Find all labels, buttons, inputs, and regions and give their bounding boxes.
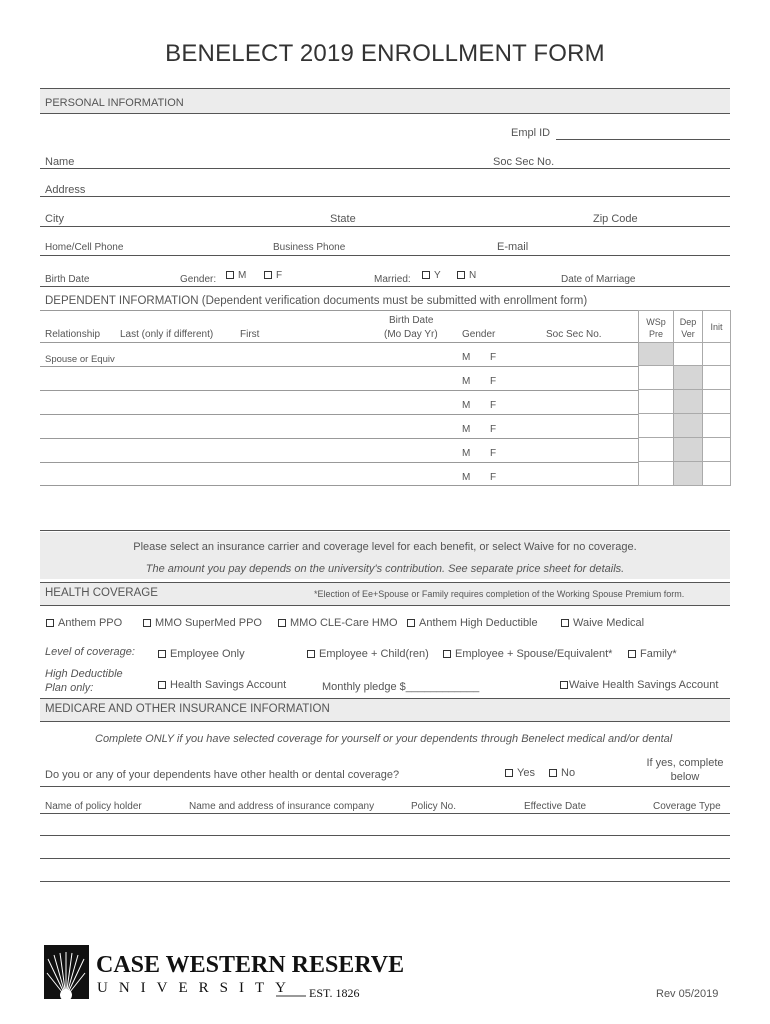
dep-cell[interactable] (673, 342, 703, 366)
wsp-cell[interactable] (638, 414, 674, 438)
gender-f-option[interactable]: F (264, 270, 282, 281)
gender-m[interactable]: M (462, 472, 471, 483)
wsp-cell[interactable] (638, 438, 674, 462)
notice-line-1: Please select an insurance carrier and coverage level for each benefit, or select Waive for no coverage. (133, 541, 637, 553)
medicare-header: MEDICARE AND OTHER INSURANCE INFORMATION (45, 703, 330, 715)
insurance-row-4[interactable] (40, 881, 730, 882)
other-coverage-yes[interactable]: Yes (505, 767, 535, 779)
gender-m[interactable]: M (462, 376, 471, 387)
logo-line-2: UNIVERSITY (97, 980, 297, 996)
gender-f[interactable]: F (490, 448, 497, 459)
col-effective-date: Effective Date (524, 801, 587, 812)
checkbox-icon[interactable] (158, 681, 166, 689)
init-cell[interactable] (702, 462, 731, 486)
col-ssn: Soc Sec No. (546, 329, 602, 340)
checkbox-icon[interactable] (443, 650, 451, 658)
level-family[interactable]: Family* (628, 648, 677, 660)
gender-m-option[interactable]: M (226, 270, 246, 281)
state-label: State (330, 213, 356, 225)
spouse-label: Spouse or Equiv (45, 354, 115, 365)
empl-id-field[interactable] (556, 139, 730, 140)
city-label: City (45, 213, 64, 225)
checkbox-icon[interactable] (226, 271, 234, 279)
col-policy-no: Policy No. (411, 801, 457, 812)
plan-mmo-cle-care[interactable]: MMO CLE-Care HMO (278, 617, 398, 629)
wsp-cell[interactable] (638, 342, 674, 366)
personal-header: PERSONAL INFORMATION (45, 97, 184, 109)
birth-row-line (40, 286, 730, 287)
name-field[interactable] (40, 168, 730, 169)
if-yes-note: If yes, complete below (646, 757, 724, 783)
checkbox-icon[interactable] (422, 271, 430, 279)
col-gender: Gender (462, 329, 496, 340)
col-birth-date: Birth Date (389, 315, 434, 326)
waive-hsa-option[interactable]: Waive Health Savings Account (560, 679, 718, 691)
checkbox-icon[interactable] (307, 650, 315, 658)
plan-waive-medical[interactable]: Waive Medical (561, 617, 644, 629)
init-cell[interactable] (702, 438, 731, 462)
dep-cell[interactable] (673, 414, 703, 438)
revision-date: Rev 05/2019 (656, 988, 719, 1000)
hd-label: High Deductible Plan only: (45, 668, 123, 694)
wsp-cell[interactable] (638, 366, 674, 390)
email-label: E-mail (497, 241, 529, 253)
gender-f[interactable]: F (490, 352, 497, 363)
plan-mmo-supermed[interactable]: MMO SuperMed PPO (143, 617, 262, 629)
checkbox-icon[interactable] (549, 769, 557, 777)
row-line (40, 438, 638, 439)
other-coverage-no[interactable]: No (549, 767, 575, 779)
row-line (40, 390, 638, 391)
col-birth-format: (Mo Day Yr) (384, 329, 438, 340)
address-label: Address (45, 184, 86, 196)
init-cell[interactable] (702, 342, 731, 366)
plan-anthem-ppo[interactable]: Anthem PPO (46, 617, 122, 629)
checkbox-icon[interactable] (561, 619, 569, 627)
gender-m[interactable]: M (462, 424, 471, 435)
gender-f[interactable]: F (490, 424, 497, 435)
checkbox-icon[interactable] (628, 650, 636, 658)
level-employee-only[interactable]: Employee Only (158, 648, 245, 660)
form-title: BENELECT 2019 ENROLLMENT FORM (165, 40, 605, 67)
dependent-header: DEPENDENT INFORMATION (Dependent verification documents must be submitted with enrollment form) (45, 295, 588, 307)
dep-cell[interactable] (673, 462, 703, 486)
name-label: Name (45, 156, 75, 168)
checkbox-icon[interactable] (143, 619, 151, 627)
ssn-label: Soc Sec No. (493, 156, 555, 168)
sun-icon (60, 989, 72, 1001)
level-employee-spouse[interactable]: Employee + Spouse/Equivalent* (443, 648, 612, 660)
empl-id-label: Empl ID (511, 127, 551, 139)
init-cell[interactable] (702, 390, 731, 414)
university-logo (44, 945, 405, 1005)
plan-anthem-hd[interactable]: Anthem High Deductible (407, 617, 538, 629)
level-label: Level of coverage: (45, 646, 135, 658)
checkbox-icon[interactable] (407, 619, 415, 627)
zip-label: Zip Code (593, 213, 638, 225)
medicare-note: Complete ONLY if you have selected coverage for yourself or your dependents through Benelect medical and/or dental (95, 733, 673, 745)
dependent-columns-line (40, 342, 638, 343)
birth-date-label: Birth Date (45, 274, 90, 285)
col-relationship: Relationship (45, 329, 101, 340)
checkbox-icon[interactable] (457, 271, 465, 279)
gender-f[interactable]: F (490, 472, 497, 483)
level-employee-children[interactable]: Employee + Child(ren) (307, 648, 429, 660)
gender-m[interactable]: M (462, 352, 471, 363)
address-field[interactable] (40, 196, 730, 197)
row-line (40, 485, 638, 486)
wsp-cell[interactable] (638, 462, 674, 486)
col-insurance-company: Name and address of insurance company (189, 801, 375, 812)
gender-f[interactable]: F (490, 400, 497, 411)
married-label: Married: (374, 274, 411, 285)
col-coverage-type: Coverage Type (653, 801, 721, 812)
checkbox-icon[interactable] (505, 769, 513, 777)
home-phone-label: Home/Cell Phone (45, 242, 124, 253)
insurance-row-3[interactable] (40, 858, 730, 859)
insurance-row-2[interactable] (40, 835, 730, 836)
gender-m[interactable]: M (462, 448, 471, 459)
gender-m[interactable]: M (462, 400, 471, 411)
logo-est: EST. 1826 (309, 986, 360, 1000)
married-y-option[interactable]: Y (422, 270, 441, 281)
init-cell[interactable] (702, 414, 731, 438)
dependent-header-line (40, 310, 638, 311)
other-coverage-question: Do you or any of your dependents have other health or dental coverage? (45, 769, 400, 781)
checkbox-icon[interactable] (46, 619, 54, 627)
col-dep: Dep Ver (679, 317, 697, 339)
city-field[interactable] (40, 226, 730, 227)
col-first: First (240, 329, 260, 340)
col-policy-holder: Name of policy holder (45, 801, 142, 812)
insurance-row-1[interactable] (40, 813, 730, 814)
wsp-cell[interactable] (638, 390, 674, 414)
checkbox-icon[interactable] (278, 619, 286, 627)
business-phone-label: Business Phone (273, 242, 346, 253)
gender-f[interactable]: F (490, 376, 497, 387)
notice-top-line (40, 530, 730, 531)
init-cell[interactable] (702, 366, 731, 390)
dep-cell[interactable] (673, 438, 703, 462)
col-init: Init (710, 322, 723, 332)
row-line (40, 366, 638, 367)
hsa-option[interactable]: Health Savings Account (158, 679, 286, 691)
col-last: Last (only if different) (120, 329, 214, 340)
gender-label: Gender: (180, 274, 217, 285)
notice-line-2: The amount you pay depends on the university's contribution. See separate price sheet for details. (145, 563, 625, 575)
dep-cell[interactable] (673, 390, 703, 414)
dep-cell[interactable] (673, 366, 703, 390)
monthly-pledge[interactable]: Monthly pledge $____________ (322, 681, 480, 693)
health-note: *Election of Ee+Spouse or Family requires completion of the Working Spouse Premium form. (314, 589, 685, 599)
married-n-option[interactable]: N (457, 270, 476, 281)
date-of-marriage-label: Date of Marriage (561, 274, 636, 285)
logo-line-1: CASE WESTERN RESERVE (96, 952, 405, 978)
row-line (40, 462, 638, 463)
question-line (40, 786, 730, 787)
row-line (40, 414, 638, 415)
phone-field[interactable] (40, 255, 730, 256)
health-header: HEALTH COVERAGE (45, 587, 158, 599)
checkbox-icon[interactable] (560, 681, 568, 689)
checkbox-icon[interactable] (264, 271, 272, 279)
checkbox-icon[interactable] (158, 650, 166, 658)
col-wsp: WSp Pre (646, 317, 666, 339)
logo-graphic (44, 945, 405, 1000)
